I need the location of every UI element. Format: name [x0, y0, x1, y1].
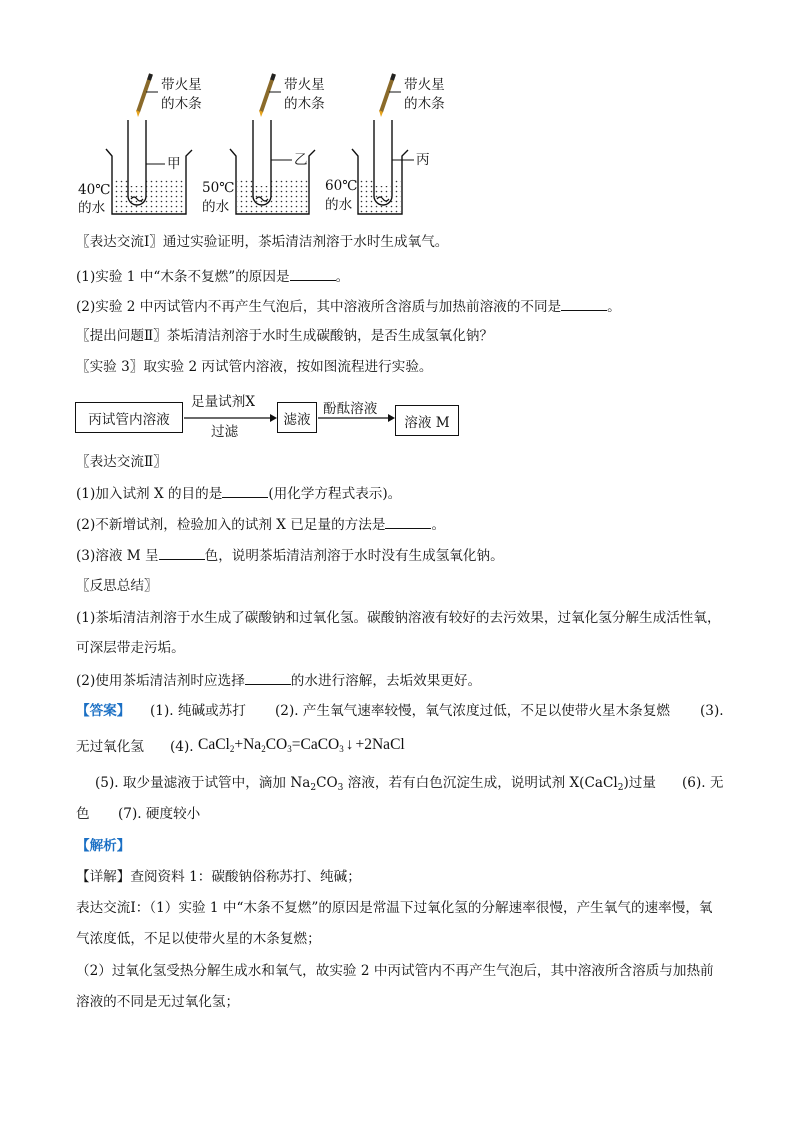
- question-6: (2)使用茶垢清洁剂时应选择 的水进行溶解，去垢效果更好。: [76, 670, 481, 691]
- answer-2: (2). 产生氧气速率较慢，氧气浓度过低，不足以使带火星木条复燃: [275, 703, 670, 719]
- flow-reagent-label: 足量试剂X: [191, 394, 256, 410]
- answer-1: (1). 纯碱或苏打: [150, 703, 246, 719]
- analysis-detail-5: 溶液的不同是无过氧化氢；: [76, 994, 240, 1010]
- flow-box-start: 丙试管内溶液: [75, 402, 183, 433]
- analysis-detail-4: （2）过氧化氢受热分解生成水和氧气，故实验 2 中丙试管内不再产生气泡后，其中溶液所含溶质与加热前: [76, 963, 714, 979]
- water-label-1: 的水: [78, 200, 106, 216]
- answer-4-equation: $CaCl_2+Na_2CO_3=CaCO_3$ ↓ +2NaCl: [198, 736, 405, 754]
- answer-3-num: (3).: [700, 703, 724, 719]
- flow-box-solution-m: 溶液 M: [395, 405, 459, 436]
- answer-3: 无过氧化氢: [76, 739, 144, 755]
- tube-label-yi: 乙: [294, 152, 308, 168]
- analysis-detail-3: 气浓度低，不足以使带火星的木条复燃；: [76, 931, 321, 947]
- answer-blank-1: [290, 266, 336, 281]
- answer-6-num: (6). 无: [682, 775, 724, 791]
- section-reflection: 〖反思总结〗: [76, 578, 158, 594]
- section-expression-2: 〖表达交流Ⅱ〗: [76, 454, 167, 470]
- water-label-3: 的水: [325, 197, 353, 213]
- answer-4-num: (4).: [170, 739, 194, 755]
- answer-blank-2: [561, 296, 607, 311]
- question-2: (2)实验 2 中丙试管内不再产生气泡后，其中溶液所含溶质与加热前溶液的不同是 。: [76, 296, 621, 317]
- answer-6: 色: [76, 806, 90, 822]
- question-3: (1)加入试剂 X 的目的是 (用化学方程式表示)。: [76, 483, 401, 504]
- question-4: (2)不新增试剂，检验加入的试剂 X 已足量的方法是 。: [76, 514, 445, 535]
- tube-label-bing: 丙: [416, 152, 430, 168]
- water-label-2: 的水: [202, 199, 230, 215]
- splint-label-1b: 的木条: [161, 96, 202, 112]
- analysis-detail-2: 表达交流Ⅰ：（1）实验 1 中“木条不复燃”的原因是常温下过氧化氢的分解速率很慢，产生氧气的速率慢，氧: [76, 900, 713, 916]
- splint-label-3: 带火星: [404, 77, 445, 93]
- analysis-detail-1: 【详解】查阅资料 1：碳酸钠俗称苏打、纯碱；: [76, 869, 361, 885]
- section-experiment-3: 〖实验 3〗取实验 2 丙试管内溶液，按如图流程进行实验。: [76, 359, 433, 375]
- splint-label-2b: 的木条: [284, 96, 325, 112]
- section-question-2: 〖提出问题Ⅱ〗茶垢清洁剂溶于水时生成碳酸钠，是否生成氢氧化钠？: [76, 328, 494, 344]
- answer-7: (7). 硬度较小: [118, 806, 201, 822]
- flow-phenol-label: 酚酞溶液: [323, 401, 378, 417]
- answer-blank-4: [385, 514, 431, 529]
- flow-filter-label: 过滤: [211, 424, 239, 440]
- water-temp-2: 50℃: [202, 180, 235, 196]
- analysis-tag: 【解析】: [76, 838, 131, 854]
- reflection-1: (1)茶垢清洁剂溶于水生成了碳酸钠和过氧化氢。碳酸钠溶液有较好的去污效果，过氧化氢分解生成活性氧，: [76, 610, 721, 626]
- answer-tag: 【答案】: [76, 703, 131, 719]
- section-expression-1: 〖表达交流Ⅰ〗通过实验证明，茶垢清洁剂溶于水时生成氧气。: [76, 234, 449, 250]
- question-1: (1)实验 1 中“木条不复燃”的原因是 。: [76, 266, 349, 287]
- water-temp-3: 60℃: [325, 178, 358, 194]
- flow-box-filtrate: 滤液: [277, 402, 317, 433]
- splint-label-2: 带火星: [284, 77, 325, 93]
- answer-blank-5: [159, 545, 205, 560]
- tube-label-jia: 甲: [167, 156, 181, 172]
- splint-label-3b: 的木条: [404, 96, 445, 112]
- answer-blank-6: [245, 670, 291, 685]
- question-5: (3)溶液 M 呈 色，说明茶垢清洁剂溶于水时没有生成氢氧化钠。: [76, 545, 504, 566]
- answer-blank-3: [222, 483, 268, 498]
- reflection-1-cont: 可深层带走污垢。: [76, 640, 185, 656]
- answer-5: (5). 取少量滤液于试管中，滴加 $Na_2CO_3$ 溶液，若有白色沉淀生成，说明试剂 X(CaCl$_2$)过量: [95, 775, 656, 793]
- apparatus-figure: [0, 0, 793, 230]
- splint-label-1: 带火星: [161, 77, 202, 93]
- water-temp-1: 40℃: [78, 182, 111, 198]
